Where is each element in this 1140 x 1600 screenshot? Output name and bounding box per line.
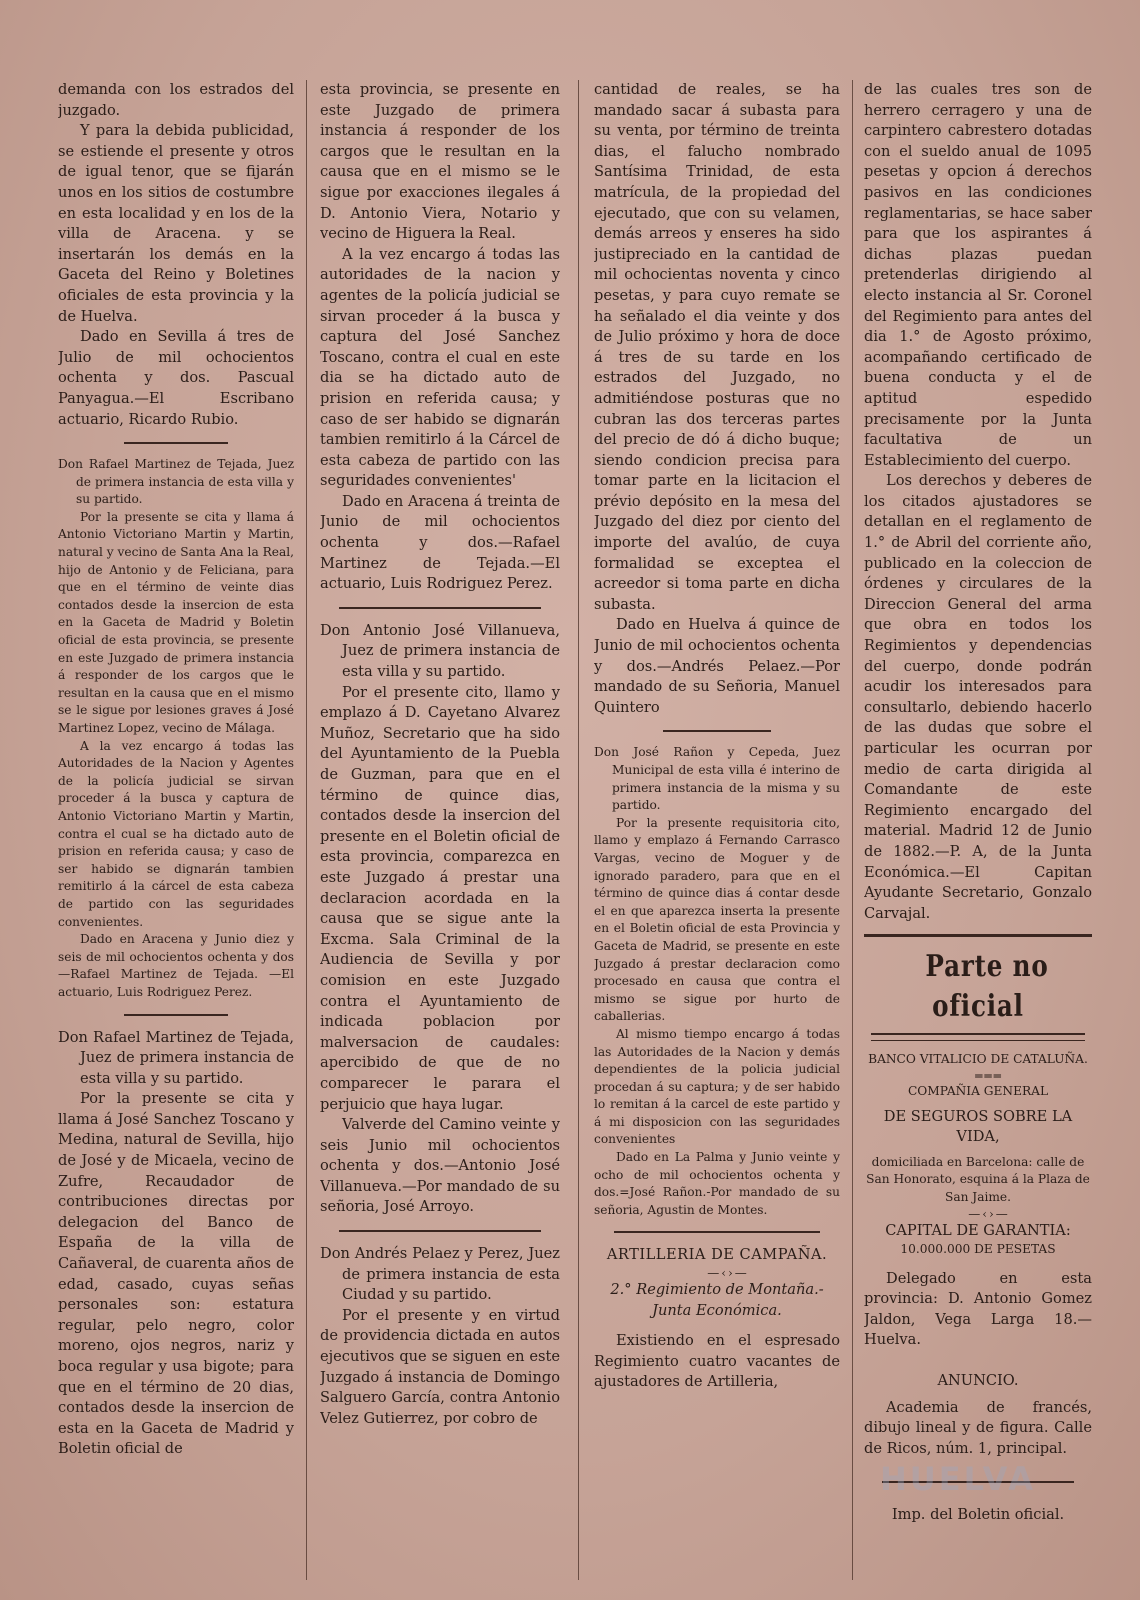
edict-heading: Don Rafael Martinez de Tejada, Juez de primera instancia de esta villa y su partido. [58, 1028, 294, 1087]
paragraph: A la vez encargo á todas las Autoridades de la Nacion y Agentes de la policía judicial se sirvan proceder á la busca y captura de Antonio Victoriano Martin y Martin, contra el cual se ha dictado auto de prision en referida causa; y caso de ser habido se dignarán tambien remitirlo á la cárcel de esta cabeza de partido con las seguridades convenientes. [58, 738, 294, 929]
paragraph: Por el presente cito, llamo y emplazo á D. Cayetano Alvarez Muñoz, Secretario que ha sido del Ayuntamiento de la Puebla de Guzman, para que en el término de quince dias, contados desde la insercion del presente en el Boletin oficial de esta provincia, comparezca en este Juzgado á prestar una declaracion acordada en la causa que se sigue ante la Excma. Sala Criminal de la Audiencia de Sevilla y por comision en este Juzgado contra el Ayuntamiento de indicada poblacion por malversacion de caudales: apercibido de que de no comparecer le parara el perjuicio que haya lugar. [320, 683, 560, 1113]
ornament: ═══ [975, 1068, 1003, 1083]
paragraph: Los derechos y deberes de los citados ajustadores se detallan en el reglamento de 1.° de Abril del corriente año, publicado en la coleccion de órdenes y circulares de la Direccion General del arma que obra en todos los Regimientos y dependencias del cuerpo, donde podrán acudir los interesados para consultarlo, debiendo hacerlo de las dudas que sobre el particular les ocurran por medio de carta dirigida al Comandante de este Regimiento encargado del material. Madrid 12 de Junio de 1882.—P. A, de la Junta Económica.—El Capitan Ayudante Secretario, Gonzalo Carvajal. [864, 472, 1092, 922]
paragraph: Por la presente requisitoria cito, llamo y emplazo á Fernando Carrasco Vargas, vecino de Moguer y de ignorado paradero, para que en el término de quince dias á contar desde el en que aparezca inserta la presente en el Boletin oficial de esta Provincia y Gaceta de Madrid, se presente en este Juzgado á prestar declaracion como procesado en causa que contra el mismo se sigue por hurto de caballerias. [594, 815, 840, 1024]
announcement-title: ANUNCIO. [937, 1372, 1019, 1390]
column-2 [320, 80, 560, 1580]
capital-label: CAPITAL DE GARANTIA: [885, 1221, 1071, 1239]
paragraph: Dado en Aracena á treinta de Junio de mil ochocientos ochenta y dos.—Rafael Martinez de Tejada.—El actuario, Luis Rodriguez Perez. [320, 492, 560, 593]
paragraph: cantidad de reales, se ha mandado sacar á subasta para su venta, por término de treinta dias, el falucho nombrado Santísima Trinidad, de esta matrícula, de la propiedad del ejecutado, que con su velamen, demás arreos y enseres ha sido justipreciado en la cantidad de mil ochocientas noventa y cinco pesetas, y para cuyo remate se ha señalado el dia veinte y dos de Julio próximo y hora de doce á tres de su tarde en los estrados del Juzgado, no admitiéndose posturas que no cubran las dos terceras partes del precio de dó á dicho buque; siendo condicion precisa para tomar parte en la licitacion el prévio depósito en la mesa del Juzgado del diez por ciento del importe del avalúo, de cuya formalidad se exceptea el acreedor si toma parte en dicha subasta. [594, 81, 840, 613]
section-subtitle: 2.° Regimiento de Montaña.-Junta Económica. [610, 1281, 824, 1319]
divider [663, 730, 771, 732]
company-name: COMPAÑIA GENERAL [907, 1083, 1049, 1098]
column-rule [578, 80, 579, 1580]
column-rule [852, 80, 853, 1580]
paragraph: Dado en La Palma y Junio veinte y ocho de mil ochocientos ochenta y dos.=José Rañon.-Por mandado de su señoria, Agustin de Montes. [594, 1150, 840, 1217]
divider [864, 934, 1092, 937]
paragraph: Valverde del Camino veinte y seis Junio mil ochocientos ochenta y dos.—Antonio José Villanueva.—Por mandado de su señoria, José Arroyo. [320, 1116, 560, 1216]
column-3 [594, 80, 840, 1580]
delegate: Delegado en esta provincia: D. Antonio Gomez Jaldon, Vega Larga 18.—Huelva. [864, 1269, 1092, 1349]
address: domiciliada en Barcelona: calle de San Honorato, esquina á la Plaza de San Jaime. [866, 1154, 1090, 1204]
paragraph: de las cuales tres son de herrero cerragero y una de carpintero cabrestero dotadas con el sueldo anual de 1095 pesetas y opcion á derechos pasivos en las condiciones reglamentarias, se hace saber para que los aspirantes á dichas plazas puedan pretenderlas dirigiendo al electo instancia al Sr. Coronel del Regimiento para antes del dia 1.° de Agosto próximo, acompañando certificado de buena conducta y el de aptitud espedido precisamente por la Junta facultativa de un Establecimiento del cuerpo. [864, 81, 1092, 469]
paragraph: esta provincia, se presente en este Juzgado de primera instancia á responder de los cargos que le resultan en la causa que en el mismo se le sigue por exacciones ilegales á D. Antonio Viera, Notario y vecino de Higuera la Real. [320, 81, 560, 243]
paragraph: Existiendo en el espresado Regimiento cuatro vacantes de ajustadores de Artilleria, [594, 1332, 840, 1391]
column-1 [58, 80, 294, 1580]
paragraph: Por la presente se cita y llama á Antonio Victoriano Martin y Martin, natural y vecino de Santa Ana la Real, hijo de Antonio y de Feliciana, para que en el término de veinte dias contados desde la insercion de esta en la Gaceta de Madrid y Boletin oficial de esta provincia, se presente en este Juzgado de primera instancia á responder de los cargos que le resultan en la causa que en el mismo se le sigue por lesiones graves á José Martinez Lopez, vecino de Málaga. [58, 509, 294, 735]
paragraph: Dado en Huelva á quince de Junio de mil ochocientos ochenta y dos.—Andrés Pelaez.—Por mandado de su Señoria, Manuel Quintero [594, 616, 840, 716]
divider [339, 607, 541, 609]
paragraph: demanda con los estrados del juzgado. [58, 81, 294, 119]
announcement-text: Academia de francés, dibujo lineal y de figura. Calle de Ricos, núm. 1, principal. [864, 1398, 1092, 1457]
divider [614, 1231, 821, 1233]
paragraph: Dado en Sevilla á tres de Julio de mil ochocientos ochenta y dos. Pascual Panyagua.—El Escribano actuario, Ricardo Rubio. [58, 328, 294, 428]
column-rule [306, 80, 307, 1580]
divider [124, 1014, 228, 1016]
ornament: —‹›— [968, 1206, 1010, 1221]
printer-line: Imp. del Boletin oficial. [891, 1506, 1065, 1524]
edict-heading: Don Andrés Pelaez y Perez, Juez de primera instancia de esta Ciudad y su partido. [320, 1245, 560, 1304]
divider [871, 1033, 1085, 1041]
paragraph: Por la presente se cita y llama á José Sanchez Toscano y Medina, natural de Sevilla, hijo de José y de Micaela, vecino de Zufre, Recaudador de contribuciones directas por delegacion del Banco de España de la villa de Cañaveral, de cuarenta años de edad, casado, cuyas señas personales son: estatura regular, pelo negro, color moreno, ojos negros, nariz y boca regular y usa bigote; para que en el término de 20 dias, contados desde la insercion de esta en la Gaceta de Madrid y Boletin oficial de [58, 1090, 294, 1458]
bank-name: BANCO VITALICIO DE CATALUÑA. [868, 1052, 1088, 1067]
paragraph: Al mismo tiempo encargo á todas las Autoridades de la Nacion y demás dependientes de la policia judicial procedan á su captura; y de ser habido lo remitan á la carcel de este partido y á mi disposicion con las seguridades convenientes [594, 1026, 840, 1147]
watermark: HUELVA [880, 1460, 1036, 1498]
insurance-title: DE SEGUROS SOBRE LA VIDA, [883, 1107, 1073, 1146]
edict-heading: Don José Rañon y Cepeda, Juez Municipal de esta villa é interino de primera instancia de la misma y su partido. [594, 745, 840, 813]
paragraph: Dado en Aracena y Junio diez y seis de mil ochocientos ochenta y dos —Rafael Martinez de Tejada. —El actuario, Luis Rodriguez Perez. [58, 932, 294, 999]
capital-value: 10.000.000 DE PESETAS [900, 1242, 1056, 1257]
edict-heading: Don Rafael Martinez de Tejada, Juez de primera instancia de esta villa y su partido. [58, 457, 294, 507]
section-title: ARTILLERIA DE CAMPAÑA. [606, 1246, 828, 1264]
section-heading: Parte no oficial [925, 949, 1049, 1025]
column-4 [864, 80, 1092, 1580]
paragraph: Y para la debida publicidad, se estiende el presente y otros de igual tenor, que se fijarán unos en los sitios de costumbre en esta localidad y en los de la villa de Aracena. y se insertarán los demás en la Gaceta del Reino y Boletines oficiales de esta provincia y la de Huelva. [58, 122, 294, 325]
paragraph: Por el presente y en virtud de providencia dictada en autos ejecutivos que se siguen en este Juzgado á instancia de Domingo Salguero García, contra Antonio Velez Gutierrez, por cobro de [320, 1306, 560, 1427]
edict-heading: Don Antonio José Villanueva, Juez de primera instancia de esta villa y su partido. [320, 621, 560, 681]
divider [124, 442, 228, 444]
paragraph: A la vez encargo á todas las autoridades de la nacion y agentes de la policía judicial se sirvan proceder á la busca y captura del José Sanchez Toscano, contra el cual en este dia se ha dictado auto de prision en referida causa; y caso de ser habido se dignarán tambien remitirlo á la Cárcel de esta cabeza de partido con las seguridades convenientes' [320, 245, 560, 490]
ornament: —‹›— [707, 1266, 749, 1281]
divider [339, 1230, 541, 1232]
